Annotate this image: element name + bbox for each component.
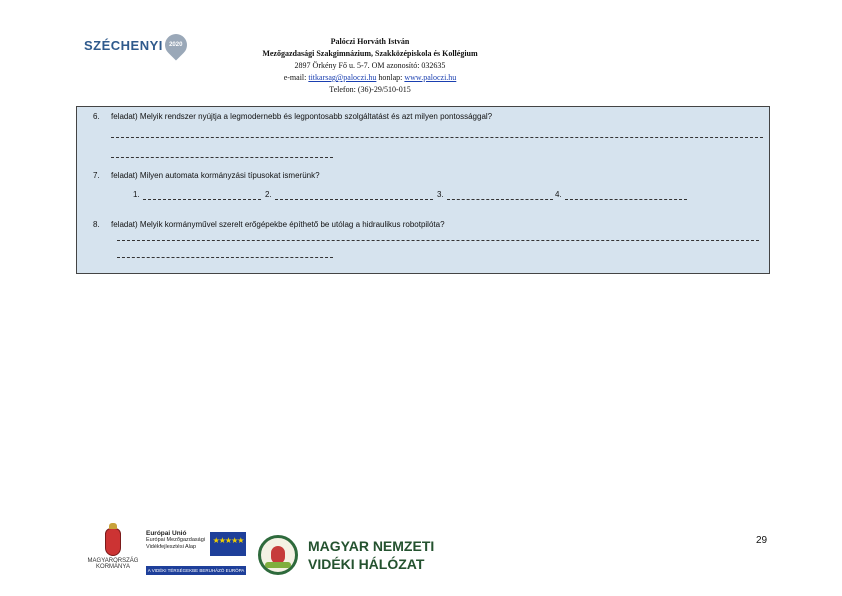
eu-text-line: Európai Unió (146, 530, 187, 537)
answer-line[interactable] (117, 240, 759, 241)
web-label: honlap: (376, 73, 405, 82)
answer-line[interactable] (143, 199, 261, 200)
szechenyi-2020-logo (84, 30, 187, 60)
school-name: Palóczi Horváth István (330, 37, 410, 46)
page-number: 29 (756, 535, 768, 546)
website-link[interactable]: www.paloczi.hu (404, 73, 457, 82)
answer-line[interactable] (565, 199, 687, 200)
school-subtitle: Mezőgazdasági Szakgimnázium, Szakközépiskola és Kollégium (262, 49, 478, 58)
school-header (200, 36, 540, 96)
logo-pin-icon (160, 29, 191, 60)
question-6-number: 6. (93, 112, 100, 121)
answer-line[interactable] (111, 137, 763, 138)
eu-tagline: A VIDÉKI TÉRSÉGEKBE BERUHÁZÓ EURÓPA (147, 568, 245, 573)
question-box (76, 106, 770, 274)
eu-text (146, 530, 206, 551)
eu-stars: ★★★★★ (212, 536, 244, 545)
slot-label: 3. (437, 190, 444, 199)
crest-line-2: KORMÁNYA (96, 564, 130, 570)
answer-line[interactable] (111, 157, 333, 158)
contact-line (200, 72, 540, 84)
mnvh-line-2: VIDÉKI HÁLÓZAT (308, 556, 425, 572)
coat-of-arms-icon (105, 528, 121, 556)
eu-flag-icon (210, 532, 246, 556)
answer-line[interactable] (447, 199, 553, 200)
mnvh-line-1: MAGYAR NEMZETI (308, 538, 435, 554)
question-8-text: feladat) Melyik kormányművel szerelt erőgépekbe építhető be utólag a hidraulikus robotpilóta? (111, 220, 445, 229)
slot-label: 4. (555, 190, 562, 199)
question-7-number: 7. (93, 171, 100, 180)
slot-label: 1. (133, 190, 140, 199)
eu-text-line: Európai Mezőgazdasági (146, 537, 206, 543)
phone-line: Telefon: (36)-29/510-015 (329, 85, 411, 94)
hungarian-government-logo (86, 528, 140, 570)
question-7-text: feladat) Milyen automata kormányzási típusokat ismerünk? (111, 171, 320, 180)
mnvh-logo (258, 530, 434, 580)
eu-eafrd-logo (146, 530, 248, 578)
mnvh-emblem-icon (258, 535, 298, 575)
eu-text-line: Vidékfejlesztési Alap (146, 544, 197, 550)
answer-line[interactable] (275, 199, 433, 200)
answer-line[interactable] (117, 257, 333, 258)
email-label: e-mail: (283, 73, 309, 82)
logo-word: SZÉCHENYI (84, 37, 163, 53)
school-address: 2897 Örkény Fő u. 5-7. OM azonosító: 032635 (294, 61, 446, 70)
email-link[interactable]: titkarsag@paloczi.hu (308, 73, 377, 82)
crest-line-1: MAGYARORSZÁG (87, 558, 139, 564)
question-8-number: 8. (93, 220, 100, 229)
mnvh-text (308, 537, 434, 573)
slot-label: 2. (265, 190, 272, 199)
question-6-text: feladat) Melyik rendszer nyújtja a legmodernebb és legpontosabb szolgáltatást és azt milyen pontossággal? (111, 112, 493, 121)
logo-year: 2020 (169, 42, 183, 49)
